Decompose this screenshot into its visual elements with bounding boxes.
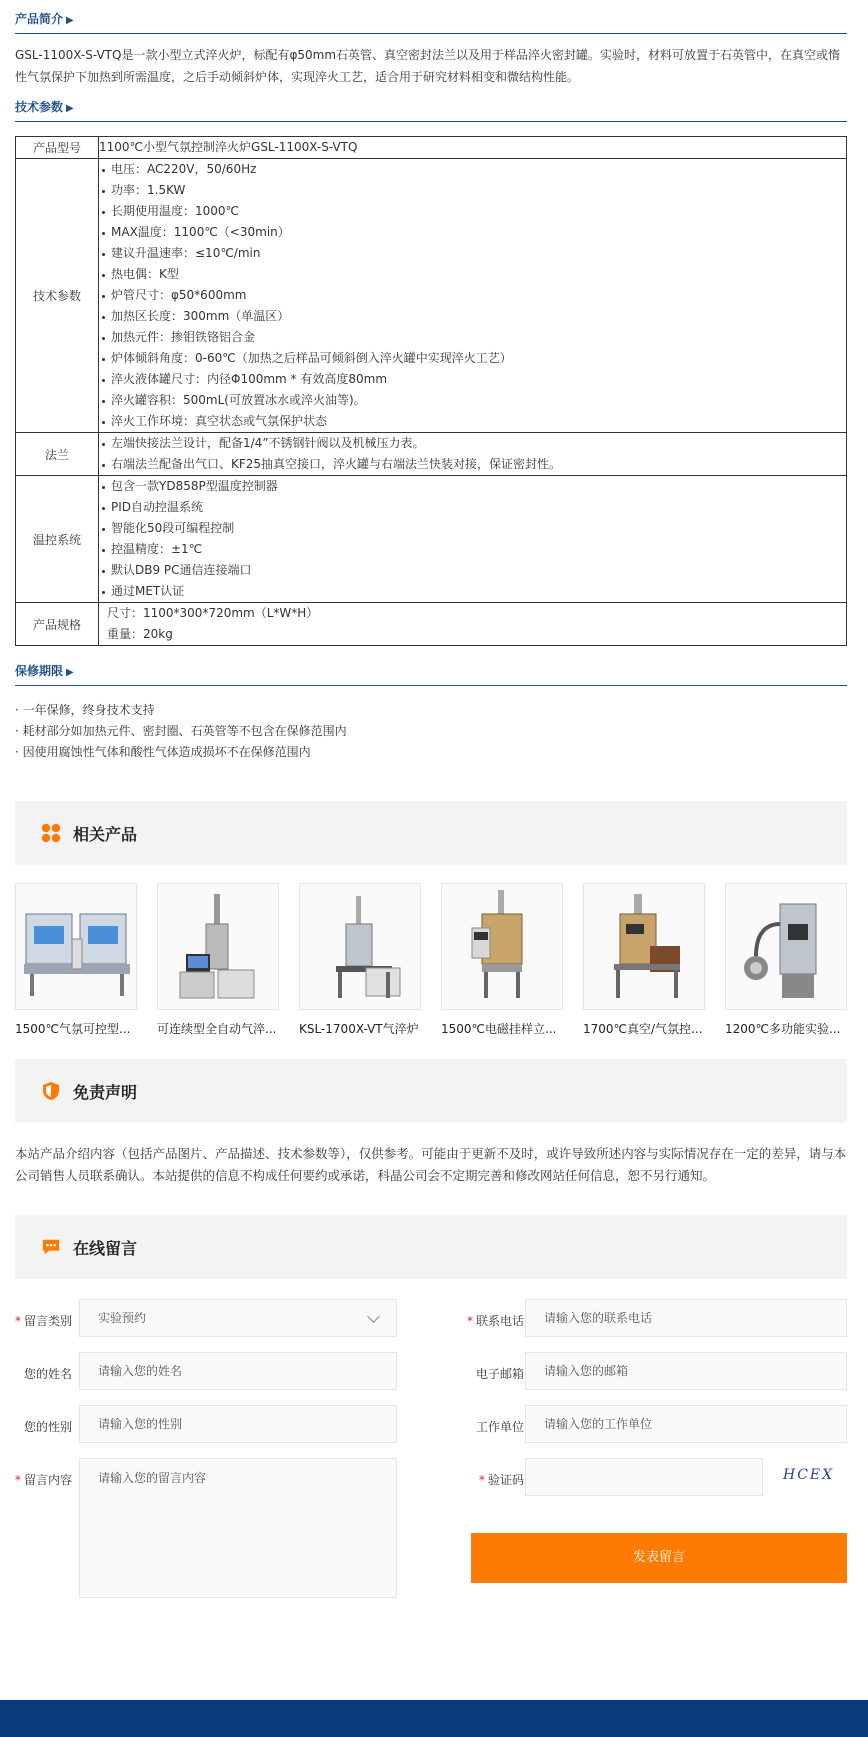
disclaimer-title: 免责声明	[73, 1082, 138, 1102]
content-label: * 留言内容	[14, 1473, 72, 1487]
list-item: 功率：1.5KW	[99, 180, 846, 201]
related-product-card[interactable]	[725, 883, 847, 1037]
arrow-icon: ▶	[66, 15, 74, 26]
table-row	[16, 476, 847, 603]
disclaimer-header	[15, 1059, 847, 1123]
captcha-input[interactable]	[525, 1458, 763, 1496]
spec-flange-list	[99, 433, 846, 475]
list-item: 淬火工作环境：真空状态或气氛保护状态	[99, 411, 846, 432]
spec-section-header	[15, 96, 847, 122]
list-item: 重量：20kg	[107, 627, 173, 641]
arrow-icon: ▶	[66, 667, 74, 678]
list-item: 默认DB9 PC通信连接端口	[99, 560, 846, 581]
spec-tech-list	[99, 159, 846, 432]
arrow-icon: ▶	[66, 103, 74, 114]
related-product-card[interactable]	[583, 883, 705, 1037]
related-product-card[interactable]	[157, 883, 279, 1037]
intro-text: GSL-1100X-S-VTQ是一款小型立式淬火炉，标配有φ50mm石英管、真空密封法兰以及用于样品淬火密封罐。实验时，材料可放置于石英管中，在真空或惰性气氛保护下加热到所需温度，之后手动倾斜炉体，实现淬火工艺，适合用于研究材料相变和微结构性能。	[15, 48, 841, 84]
list-item: 炉管尺寸：φ50*600mm	[99, 285, 846, 306]
spec-section-title: 技术参数 ▶	[15, 100, 74, 114]
submit-button[interactable]: 发表留言	[471, 1533, 847, 1583]
message-title: 在线留言	[73, 1238, 138, 1258]
grid-icon	[41, 823, 61, 843]
phone-input[interactable]: 请输入您的联系电话	[525, 1299, 847, 1337]
related-products-header	[15, 801, 847, 865]
email-input[interactable]: 请输入您的邮箱	[525, 1352, 847, 1390]
product-image[interactable]	[441, 883, 563, 1010]
list-item: · 一年保修，终身技术支持	[15, 703, 155, 717]
shield-icon	[41, 1081, 61, 1101]
spec-size-list	[99, 603, 846, 645]
footer-bar	[0, 1700, 868, 1737]
list-item: 尺寸：1100*300*720mm（L*W*H）	[107, 606, 319, 620]
product-caption[interactable]: 1700℃真空/气氛控...	[583, 1022, 703, 1036]
warranty-list	[15, 700, 847, 763]
list-item: 热电偶：K型	[99, 264, 846, 285]
name-label: 您的姓名	[23, 1367, 72, 1381]
table-row	[16, 159, 847, 433]
category-select[interactable]: 实验预约	[79, 1299, 397, 1337]
gender-input[interactable]: 请输入您的性别	[79, 1405, 397, 1443]
list-item: 右端法兰配备出气口、KF25抽真空接口，淬火罐与右端法兰快装对接，保证密封性。	[99, 454, 846, 475]
category-label: * 留言类别	[14, 1314, 72, 1328]
table-row	[16, 603, 847, 646]
related-product-card[interactable]	[15, 883, 137, 1037]
table-row	[16, 433, 847, 476]
list-item: 电压：AC220V，50/60Hz	[99, 159, 846, 180]
page-content	[15, 0, 847, 1599]
list-item: · 耗材部分如加热元件、密封圈、石英管等不包含在保修范围内	[15, 724, 347, 738]
related-products-title: 相关产品	[73, 824, 138, 844]
list-item: 建议升温速率：≤10℃/min	[99, 243, 846, 264]
list-item: 加热区长度：300mm（单温区）	[99, 306, 846, 327]
list-item: 左端快接法兰设计，配备1/4”不锈钢针阀以及机械压力表。	[99, 433, 846, 454]
related-product-card[interactable]	[299, 883, 421, 1037]
product-image[interactable]	[583, 883, 705, 1010]
list-item: 包含一款YD858P型温度控制器	[99, 476, 846, 497]
list-item: PID自动控温系统	[99, 497, 846, 518]
message-header	[15, 1215, 847, 1279]
related-product-card[interactable]	[441, 883, 563, 1037]
product-image[interactable]	[157, 883, 279, 1010]
email-label: 电子邮箱	[475, 1367, 524, 1381]
message-form	[15, 1299, 847, 1599]
gender-label: 您的性别	[23, 1420, 72, 1434]
list-item: 控温精度：±1℃	[99, 539, 846, 560]
spec-size-label: 产品规格	[16, 603, 99, 646]
intro-section-header	[15, 8, 847, 34]
list-item: 淬火罐容积：500mL(可放置冰水或淬火油等)。	[99, 390, 846, 411]
product-caption[interactable]: 1500℃电磁挂样立...	[441, 1022, 557, 1036]
product-image[interactable]	[725, 883, 847, 1010]
content-textarea[interactable]: 请输入您的留言内容	[79, 1458, 397, 1598]
product-image[interactable]	[299, 883, 421, 1010]
captcha-image[interactable]: HCEX	[783, 1467, 835, 1483]
list-item: 加热元件：掺钼铁铬铝合金	[99, 327, 846, 348]
list-item: 淬火液体罐尺寸：内径Φ100mm * 有效高度80mm	[99, 369, 846, 390]
list-item: 通过MET认证	[99, 581, 846, 602]
list-item: 炉体倾斜角度：0-60℃（加热之后样品可倾斜倒入淬火罐中实现淬火工艺）	[99, 348, 846, 369]
warranty-section-header	[15, 660, 847, 686]
list-item: 长期使用温度：1000℃	[99, 201, 846, 222]
spec-model-label: 产品型号	[16, 137, 99, 159]
product-caption[interactable]: 可连续型全自动气淬...	[157, 1022, 277, 1036]
warranty-section-title: 保修期限 ▶	[15, 664, 74, 678]
spec-table	[15, 136, 847, 646]
spec-temp-label: 温控系统	[16, 476, 99, 603]
list-item: 智能化50段可编程控制	[99, 518, 846, 539]
intro-section-title: 产品简介 ▶	[15, 12, 74, 26]
related-products-list	[15, 883, 847, 1037]
table-row	[16, 137, 847, 159]
list-item: MAX温度：1100℃（<30min）	[99, 222, 846, 243]
spec-model-value: 1100℃小型气氛控制淬火炉GSL-1100X-S-VTQ	[99, 140, 358, 154]
name-input[interactable]: 请输入您的姓名	[79, 1352, 397, 1390]
product-caption[interactable]: 1500℃气氛可控型...	[15, 1022, 131, 1036]
captcha-label: * 验证码	[478, 1473, 524, 1487]
company-label: 工作单位	[475, 1420, 524, 1434]
phone-label: * 联系电话	[466, 1314, 524, 1328]
product-caption[interactable]: KSL-1700X-VT气淬炉	[299, 1022, 419, 1036]
spec-temp-list	[99, 476, 846, 602]
product-caption[interactable]: 1200℃多功能实验...	[725, 1022, 841, 1036]
product-image[interactable]	[15, 883, 137, 1010]
disclaimer-text: 本站产品介绍内容（包括产品图片、产品描述、技术参数等），仅供参考。可能由于更新不及时，或许导致所述内容与实际情况存在一定的差异，请与本公司销售人员联系确认。本站提供的信息不构成任何要约或承诺，科晶公司会不定期完善和修改网站任何信息，恕不另行通知。	[15, 1146, 847, 1183]
spec-flange-label: 法兰	[16, 433, 99, 476]
list-item: · 因使用腐蚀性气体和酸性气体造成损坏不在保修范围内	[15, 745, 311, 759]
chat-icon	[41, 1237, 61, 1257]
chevron-down-icon	[367, 1310, 380, 1323]
company-input[interactable]: 请输入您的工作单位	[525, 1405, 847, 1443]
spec-tech-label: 技术参数	[16, 159, 99, 433]
